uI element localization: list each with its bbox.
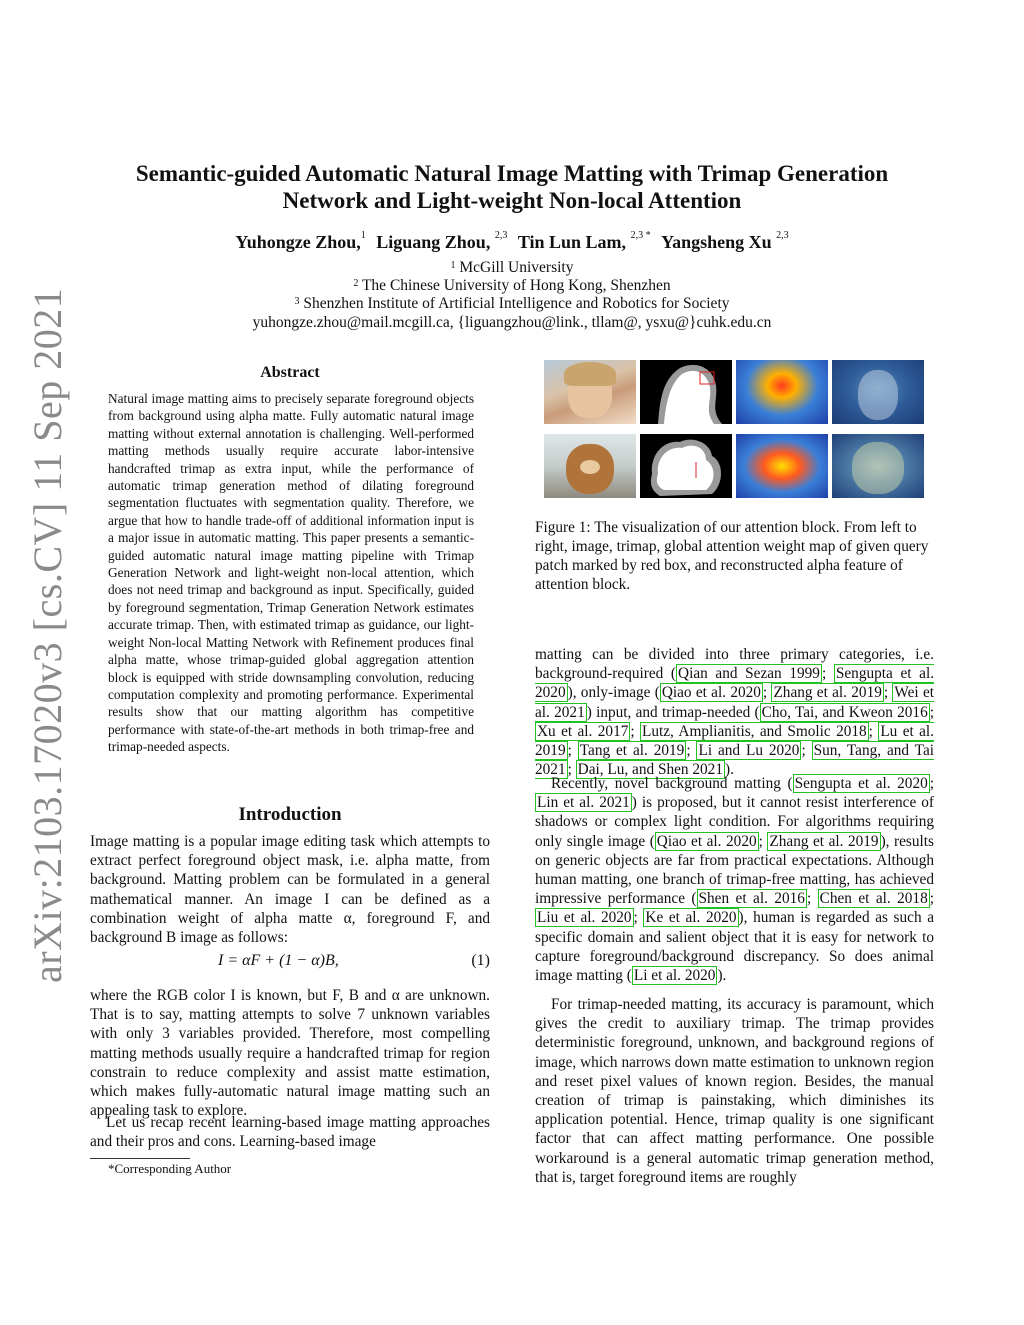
author-sup: 1 — [360, 230, 366, 241]
citation-link[interactable]: Wei et al. 2021 — [535, 684, 934, 721]
figure-alpha-bear — [832, 434, 924, 498]
footnote: *Corresponding Author — [108, 1161, 232, 1176]
abstract-heading: Abstract — [260, 364, 320, 381]
figure-trimap-bear — [640, 434, 732, 498]
figure-image-girl — [544, 360, 636, 424]
right-paragraph-1: matting can be divided into three primary categories, i.e. background-required ( Qian and Sezan 1999 ; Sengupta et al. 2020 ), only-image ( Qiao et al. 2020 ; Zhang et al. 2019 ; Wei et al. 2021 ) input, and trimap-needed ( Cho, Tai, and Kweon 2016 ; Xu et al. 2017 ; Lutz, Amplianitis, and Smolic 2018 ; Lu et al. 2019 ; Tang et al. 2019 ; Li and Lu 2020 ; Sun, Tang, and Tai 2021 ; Dai, Lu, and Shen 2021 ). — [535, 646, 935, 779]
citation-link[interactable]: Qian and Sezan 1999 — [678, 665, 820, 683]
citation-link[interactable]: Qiao et al. 2020 — [656, 832, 757, 850]
citation-link[interactable]: Shen et al. 2016 — [698, 890, 805, 908]
title-line-1: Semantic-guided Automatic Natural Image Matting with Trimap Generation — [135, 161, 889, 186]
citation-link[interactable]: Chen et al. 2018 — [819, 890, 928, 908]
figure-1-caption: Figure 1: The visualization of our attention block. From left to right, image, trimap, global attention weight map of given query patch marked by red box, and reconstructed alpha feature of attention block. — [535, 519, 929, 593]
figure-trimap-girl — [640, 360, 732, 424]
affiliation: $^3$ Shenzhen Institute of Artificial Intelligence and Robotics for Society — [294, 295, 730, 312]
citation-link[interactable]: Lutz, Amplianitis, and Smolic 2018 — [642, 722, 867, 740]
figure-alpha-girl — [832, 360, 924, 424]
author: Yangsheng Xu — [661, 232, 772, 252]
citation-link[interactable]: Tang et al. 2019 — [579, 742, 685, 760]
author: Tin Lun Lam, — [517, 232, 627, 252]
right-paragraph-3: For trimap-needed matting, its accuracy is paramount, which gives the credit to auxiliary trimap. The trimap provides deterministic foreground, unknown, and background regions of image, which narrows down matte estimation to unknown region and reset pixel values of known region. Besides, the manual creation of trimap is painstaking, which diminishes its application potential. Hence, trimap quality is one significant factor that can affect matting performance. One possible workaround is a general automatic trimap generation method, that is, target foreground items are roughly — [535, 996, 934, 1186]
citation-link[interactable]: Cho, Tai, and Kweon 2016 — [761, 703, 928, 721]
emails: yuhongze.zhou@mail.mcgill.ca, {liguangzhou@link., tllam@, ysxu@}cuhk.edu.cn — [252, 314, 772, 331]
citation-link[interactable]: Zhang et al. 2019 — [773, 684, 882, 702]
arxiv-stamp: arXiv:2103.17020v3 [cs.CV] 11 Sep 2021 — [25, 287, 70, 983]
author: Yuhongze Zhou, — [235, 232, 361, 252]
citation-link[interactable]: Lu et al. 2019 — [535, 722, 934, 760]
introduction-heading: Introduction — [238, 804, 342, 825]
citation-link[interactable]: Li et al. 2020 — [633, 967, 716, 985]
figure-attention-girl — [736, 360, 828, 424]
affiliation: $^1$ McGill University — [450, 259, 574, 276]
citation-link[interactable]: Li and Lu 2020 — [698, 742, 800, 760]
citation-link[interactable]: Lin et al. 2021 — [537, 794, 630, 812]
abstract-text: Natural image matting aims to precisely separate foreground objects from background using alpha matte. Fully automatic natural image matting without external annotation is challenging. Well-performed matting methods usually require accurate labor-intensive handcrafted trimap as extra input, while the performance of automatic trimap generation method of dilating foreground segmentation fluctuates with segmentation quality. Therefore, we argue that how to handle trade-off of additional information input is a major issue in automatic matting. This paper presents a semantic-guided automatic natural image matting pipeline with Trimap Generation Network and light-weight non-local attention, which does not need trimap and background as input. Specifically, guided by foreground segmentation, Trimap Generation Network estimates accurate trimap. Then, with estimated trimap as guidance, our light-weight Non-local Matting Network with Refinement produces final alpha matte, whose trimap-guided global aggregation attention block is equipped with stride downsampling convolution, reducing computation complexity and promoting performance. Experimental results show that our matting algorithm has competitive performance with state-of-the-art methods in both trimap-free and trimap-needed aspects. — [108, 391, 474, 755]
equation-number: (1) — [471, 952, 490, 969]
affiliation: $^2$ The Chinese University of Hong Kong, Shenzhen — [353, 277, 671, 294]
citation-link[interactable]: Zhang et al. 2019 — [769, 832, 879, 850]
paper-title — [100, 160, 924, 214]
author-sup: 2,3 * — [630, 230, 651, 241]
citation-link[interactable]: Sengupta et al. 2020 — [794, 775, 928, 792]
citation-link[interactable]: Sun, Tang, and Tai 2021 — [535, 742, 934, 779]
author: Liguang Zhou, — [376, 232, 491, 252]
citation-link[interactable]: Qiao et al. 2020 — [661, 684, 761, 702]
citation-link[interactable]: Liu et al. 2020 — [537, 909, 632, 927]
figure-attention-bear — [736, 434, 828, 498]
author-sup: 2,3 — [776, 230, 789, 241]
intro-paragraph-2: where the RGB color I is known, but F, B and α are unknown. That is to say, matting attempts to solve 7 unknown variables with only 3 variables provided. Therefore, most compelling matting methods usually require a handcrafted trimap for region constrain to reduce complexity and assist matte estimation, which makes fully-automatic natural image matting such an appealing task to explore. — [90, 987, 490, 1120]
footnote-rule — [90, 1158, 190, 1159]
citation-link[interactable]: Sengupta et al. 2020 — [535, 665, 935, 702]
title-line-2: Network and Light-weight Non-local Attention — [282, 188, 742, 213]
equation-body: I = αF + (1 − α)B, — [218, 952, 339, 969]
figure-image-bear — [544, 434, 636, 498]
citation-link[interactable]: Dai, Lu, and Shen 2021 — [577, 761, 723, 779]
right-paragraph-2: Recently, novel background matting ( Sengupta et al. 2020 ; Lin et al. 2021 ) is proposed, but it cannot resist interference of shadows or complex light condition. For algorithms requiring only single image ( Qiao et al. 2020 ; Zhang et al. 2019 ), results on generic objects are far from practical expectations. Although human matting, one branch of trimap-free matting, has achieved impressive performance ( Shen et al. 2016 ; Chen et al. 2018 ; Liu et al. 2020 ; Ke et al. 2020 ), human is regarded as such a specific domain and salient object that it is easy for network to capture foreground/background discrepancy. So does animal image matting ( Li et al. 2020 ). — [535, 775, 934, 985]
author-list — [100, 232, 924, 253]
citation-link[interactable]: Ke et al. 2020 — [645, 909, 737, 927]
intro-paragraph-3: Let us recap recent learning-based image matting approaches and their pros and cons. Learning-based image — [90, 1114, 490, 1151]
author-sup: 2,3 — [494, 230, 508, 241]
citation-link[interactable]: Xu et al. 2017 — [537, 722, 629, 740]
intro-paragraph-1: Image matting is a popular image editing task which attempts to extract perfect foreground object mask, i.e. alpha matte, from background. Matting problem can be formulated in a general mathematical manner. An image I can be defined as a combination weight of alpha matte α, foreground F, and background B image as follows: — [90, 833, 490, 947]
figure-1 — [544, 360, 924, 502]
